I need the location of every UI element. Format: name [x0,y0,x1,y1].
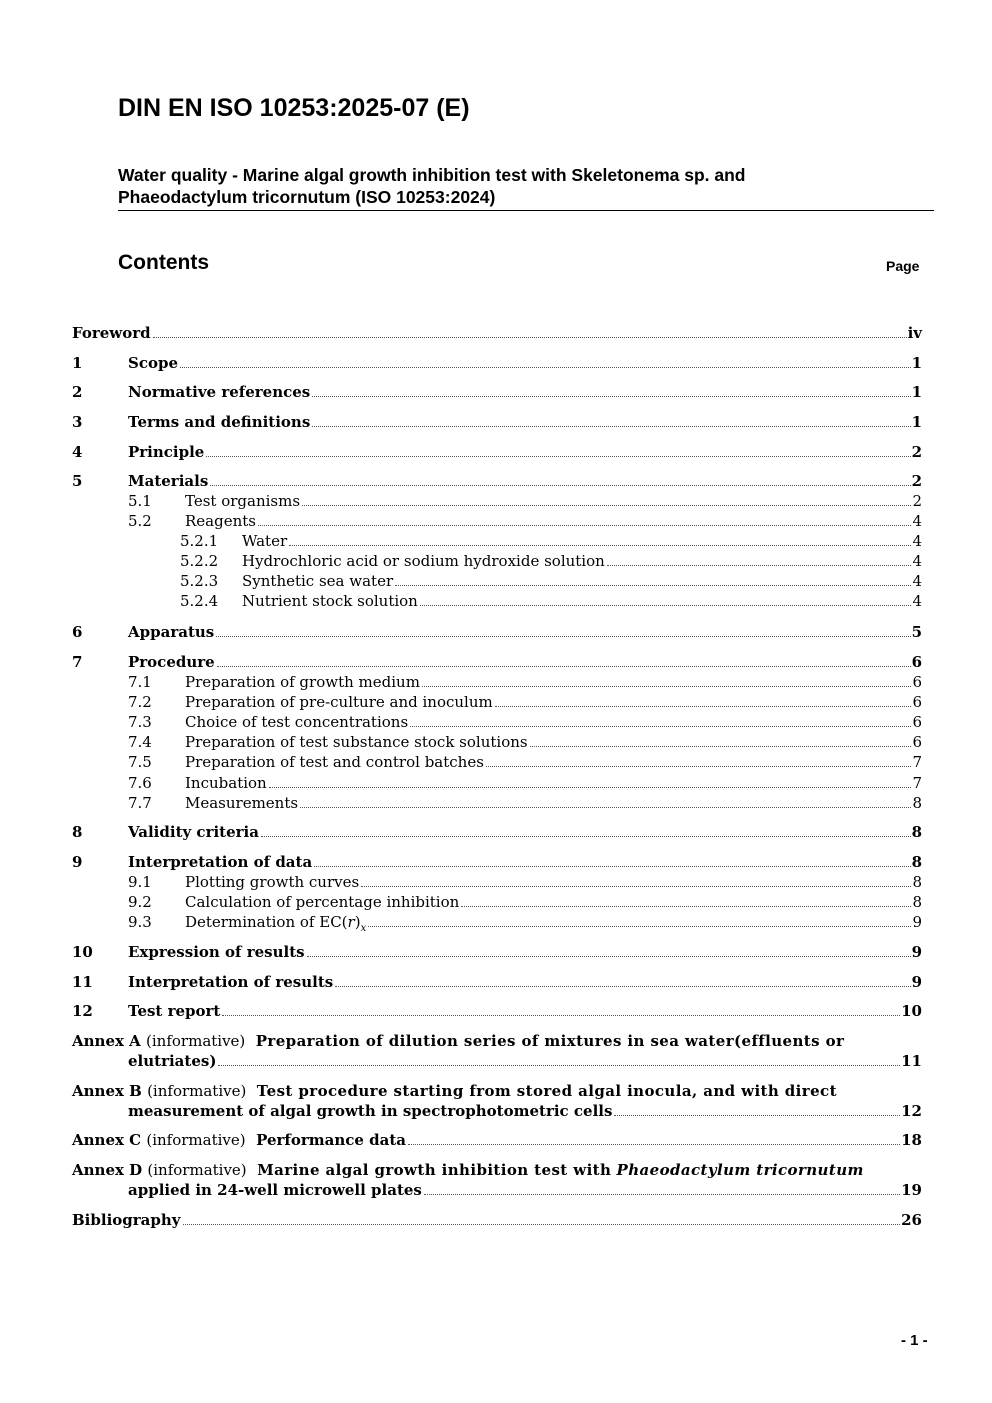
dot-leader [368,926,911,927]
toc-title: Procedure [128,653,215,671]
toc-title-close: ) [354,913,361,931]
toc-number: 7.4 [128,733,152,751]
toc-page: 6 [912,733,922,751]
toc-number: 10 [72,943,93,961]
toc-title: Choice of test concentrations [185,713,409,731]
toc-number: 5.1 [128,492,152,510]
toc-number: 9.3 [128,913,152,931]
toc-number: 9.2 [128,893,152,911]
toc-page: 9 [912,913,922,931]
toc-number: 6 [72,623,83,641]
toc-entry-10[interactable] [72,942,922,962]
subtitle-line-1: Water quality - Marine algal growth inhibition test with Skeletonema sp. and [118,165,746,185]
toc-number: 3 [72,413,83,431]
toc-page: 7 [912,774,922,792]
dot-leader [607,565,912,566]
toc-page: 10 [901,1002,922,1020]
toc-entry-5-2[interactable] [128,511,922,531]
toc-entry-8[interactable] [72,822,922,842]
annex-title-line-1b: Phaeodactylum tricornutum [616,1161,864,1179]
toc-entry-7-6[interactable] [128,773,922,793]
toc-entry-5-1[interactable] [128,491,922,511]
toc-number: 7.5 [128,753,152,771]
toc-title-prefix: Determination of EC( [185,913,348,931]
toc-title-subscript: x [360,923,367,934]
toc-page: 7 [912,753,922,771]
toc-title: Preparation of test and control batches [185,753,484,771]
toc-number: 5 [72,472,83,490]
toc-entry-9-3[interactable] [128,912,922,939]
toc-title: Interpretation of results [128,973,334,991]
toc-title: Measurements [185,794,299,812]
toc-number: 9.1 [128,873,152,891]
toc-title: Hydrochloric acid or sodium hydroxide solution [242,552,605,570]
toc-page: 18 [901,1131,922,1149]
toc-number: 2 [72,383,83,401]
dot-leader [206,456,910,457]
toc-entry-9-2[interactable] [128,892,922,912]
annex-label: Annex B [72,1082,142,1100]
dot-leader [210,485,910,486]
toc-entry-1[interactable] [72,353,922,373]
document-subtitle [118,164,934,211]
toc-entry-6[interactable] [72,622,922,642]
toc-number: 5.2.3 [180,572,219,590]
toc-entry-9[interactable] [72,852,922,872]
toc-entry-7-1[interactable] [128,672,922,692]
toc-number: 11 [72,973,93,991]
dot-leader [258,525,911,526]
toc-page: 2 [911,443,922,461]
toc-page: 4 [912,532,922,550]
annex-title: Performance data [256,1131,406,1149]
toc-number: 7.6 [128,774,152,792]
toc-entry-annex-c[interactable] [72,1130,922,1150]
toc-page: 1 [911,413,922,431]
toc-entry-2[interactable] [72,382,922,402]
dot-leader [289,545,911,546]
toc-page: 9 [911,973,922,991]
toc-entry-annex-b[interactable] [72,1081,922,1101]
toc-page: 8 [912,794,922,812]
toc-page: 19 [901,1181,922,1199]
dot-leader [269,787,912,788]
toc-title: Preparation of test substance stock solutions [185,733,528,751]
dot-leader [302,505,911,506]
toc-page: 2 [912,492,922,510]
toc-entry-4[interactable] [72,442,922,462]
toc-title [185,912,366,939]
toc-entry-bibliography[interactable] [72,1210,922,1230]
toc-page: 6 [912,713,922,731]
dot-leader [461,906,911,907]
toc-entry-5-2-4[interactable] [180,591,922,611]
dot-leader [614,1115,900,1116]
document-title: DIN EN ISO 10253:2025-07 (E) [118,94,470,122]
toc-entry-annex-b-cont[interactable] [128,1101,922,1121]
toc-number: 7.1 [128,673,152,691]
toc-page: 26 [901,1211,922,1229]
toc-entry-7[interactable] [72,652,922,672]
toc-title: Reagents [185,512,256,530]
dot-leader [361,886,911,887]
toc-number: 12 [72,1002,93,1020]
dot-leader [420,605,912,606]
toc-entry-annex-a[interactable] [72,1031,922,1051]
toc-page: 4 [912,552,922,570]
toc-title: Apparatus [128,623,215,641]
dot-leader [153,337,907,338]
toc-page: 4 [912,572,922,590]
toc-page: 4 [912,592,922,610]
toc-entry-5-2-1[interactable] [180,531,922,551]
dot-leader [218,1065,900,1066]
dot-leader [300,807,911,808]
toc-page: 5 [911,623,922,641]
toc-number: 7.2 [128,693,152,711]
toc-number: 4 [72,443,83,461]
toc-entry-7-7[interactable] [128,793,922,813]
dot-leader [486,766,912,767]
dot-leader [216,636,910,637]
dot-leader [222,1015,900,1016]
toc-number: 5.2 [128,512,152,530]
toc-entry-annex-d-cont[interactable] [128,1180,922,1200]
annex-title-line-2: measurement of algal growth in spectrophotometric cells [128,1102,613,1120]
toc-entry-7-4[interactable] [128,732,922,752]
annex-title-line-1: Preparation of dilution series of mixtures in sea water(effluents or [255,1032,845,1050]
dot-leader [408,1144,900,1145]
dot-leader [424,1194,900,1195]
toc-number: 8 [72,823,83,841]
toc-page: 8 [911,823,922,841]
annex-type: (informative) [146,1131,246,1149]
toc-title: Expression of results [128,943,305,961]
toc-title: Preparation of pre-culture and inoculum [185,693,493,711]
annex-type: (informative) [146,1032,246,1050]
toc-title: Plotting growth curves [185,873,360,891]
toc-number: 7.3 [128,713,152,731]
toc-page: 2 [911,472,922,490]
page-number-footer: - 1 - [901,1332,928,1349]
toc-page: 11 [901,1052,922,1070]
toc-entry-5[interactable] [72,471,922,491]
toc-entry-11[interactable] [72,972,922,992]
toc-title: Materials [128,472,209,490]
annex-title-line-1: Test procedure starting from stored algal inocula, and with direct [256,1082,837,1100]
toc-entry-annex-a-cont[interactable] [128,1051,922,1071]
toc-title: Scope [128,354,179,372]
dot-leader [312,396,910,397]
toc-title: Water [242,532,288,550]
annex-title-line-1a: Marine algal growth inhibition test with [257,1161,612,1179]
toc-title: Incubation [185,774,267,792]
toc-title: Foreword [72,324,151,342]
toc-number: 5.2.1 [180,532,219,550]
toc-entry-3[interactable] [72,412,922,432]
toc-number: 1 [72,354,83,372]
toc-entry-foreword[interactable] [72,323,922,343]
toc-number: 7.7 [128,794,152,812]
toc-title: Test organisms [185,492,301,510]
page-column-label: Page [886,258,920,274]
toc-title: Preparation of growth medium [185,673,420,691]
dot-leader [395,585,911,586]
dot-leader [335,986,910,987]
toc-page: 6 [912,673,922,691]
dot-leader [530,746,912,747]
toc-page: iv [907,324,922,342]
toc-title: Validity criteria [128,823,259,841]
toc-entry-9-1[interactable] [128,872,922,892]
toc-entry-7-5[interactable] [128,752,922,772]
subtitle-line-2: Phaeodactylum tricornutum (ISO 10253:2024) [118,187,496,207]
annex-type: (informative) [147,1161,247,1179]
toc-page: 4 [912,512,922,530]
toc-page: 8 [912,893,922,911]
toc-title: Principle [128,443,205,461]
toc-page: 1 [911,383,922,401]
dot-leader [307,956,911,957]
toc-page: 9 [911,943,922,961]
contents-heading: Contents [118,251,209,274]
toc-title: Calculation of percentage inhibition [185,893,460,911]
toc-entry-5-2-3[interactable] [180,571,922,591]
annex-title-line-2: elutriates) [128,1052,217,1070]
toc-page: 8 [912,873,922,891]
toc-page: 6 [912,693,922,711]
dot-leader [183,1224,901,1225]
toc-number: 7 [72,653,83,671]
toc-page: 8 [911,853,922,871]
dot-leader [495,706,912,707]
toc-page: 6 [911,653,922,671]
toc-title: Normative references [128,383,311,401]
toc-entry-7-2[interactable] [128,692,922,712]
dot-leader [312,426,910,427]
dot-leader [314,866,910,867]
dot-leader [180,367,911,368]
annex-label: Annex A [72,1032,141,1050]
toc-title-r: r [347,913,355,931]
toc-entry-annex-d[interactable] [72,1160,922,1180]
dot-leader [422,686,912,687]
dot-leader [261,836,911,837]
toc-number: 5.2.4 [180,592,219,610]
annex-label: Annex C [72,1131,142,1149]
toc-page: 12 [901,1102,922,1120]
toc-page: 1 [911,354,922,372]
toc-title: Interpretation of data [128,853,313,871]
annex-label: Annex D [72,1161,143,1179]
toc-number: 5.2.2 [180,552,219,570]
toc-entry-5-2-2[interactable] [180,551,922,571]
toc-entry-12[interactable] [72,1001,922,1021]
toc-title: Terms and definitions [128,413,311,431]
toc-title: Bibliography [72,1211,181,1229]
annex-title-line-2: applied in 24-well microwell plates [128,1181,422,1199]
dot-leader [217,666,911,667]
toc-title: Test report [128,1002,221,1020]
annex-type: (informative) [147,1082,247,1100]
toc-number: 9 [72,853,83,871]
toc-title: Synthetic sea water [242,572,394,590]
toc-entry-7-3[interactable] [128,712,922,732]
dot-leader [410,726,911,727]
toc-title: Nutrient stock solution [242,592,418,610]
